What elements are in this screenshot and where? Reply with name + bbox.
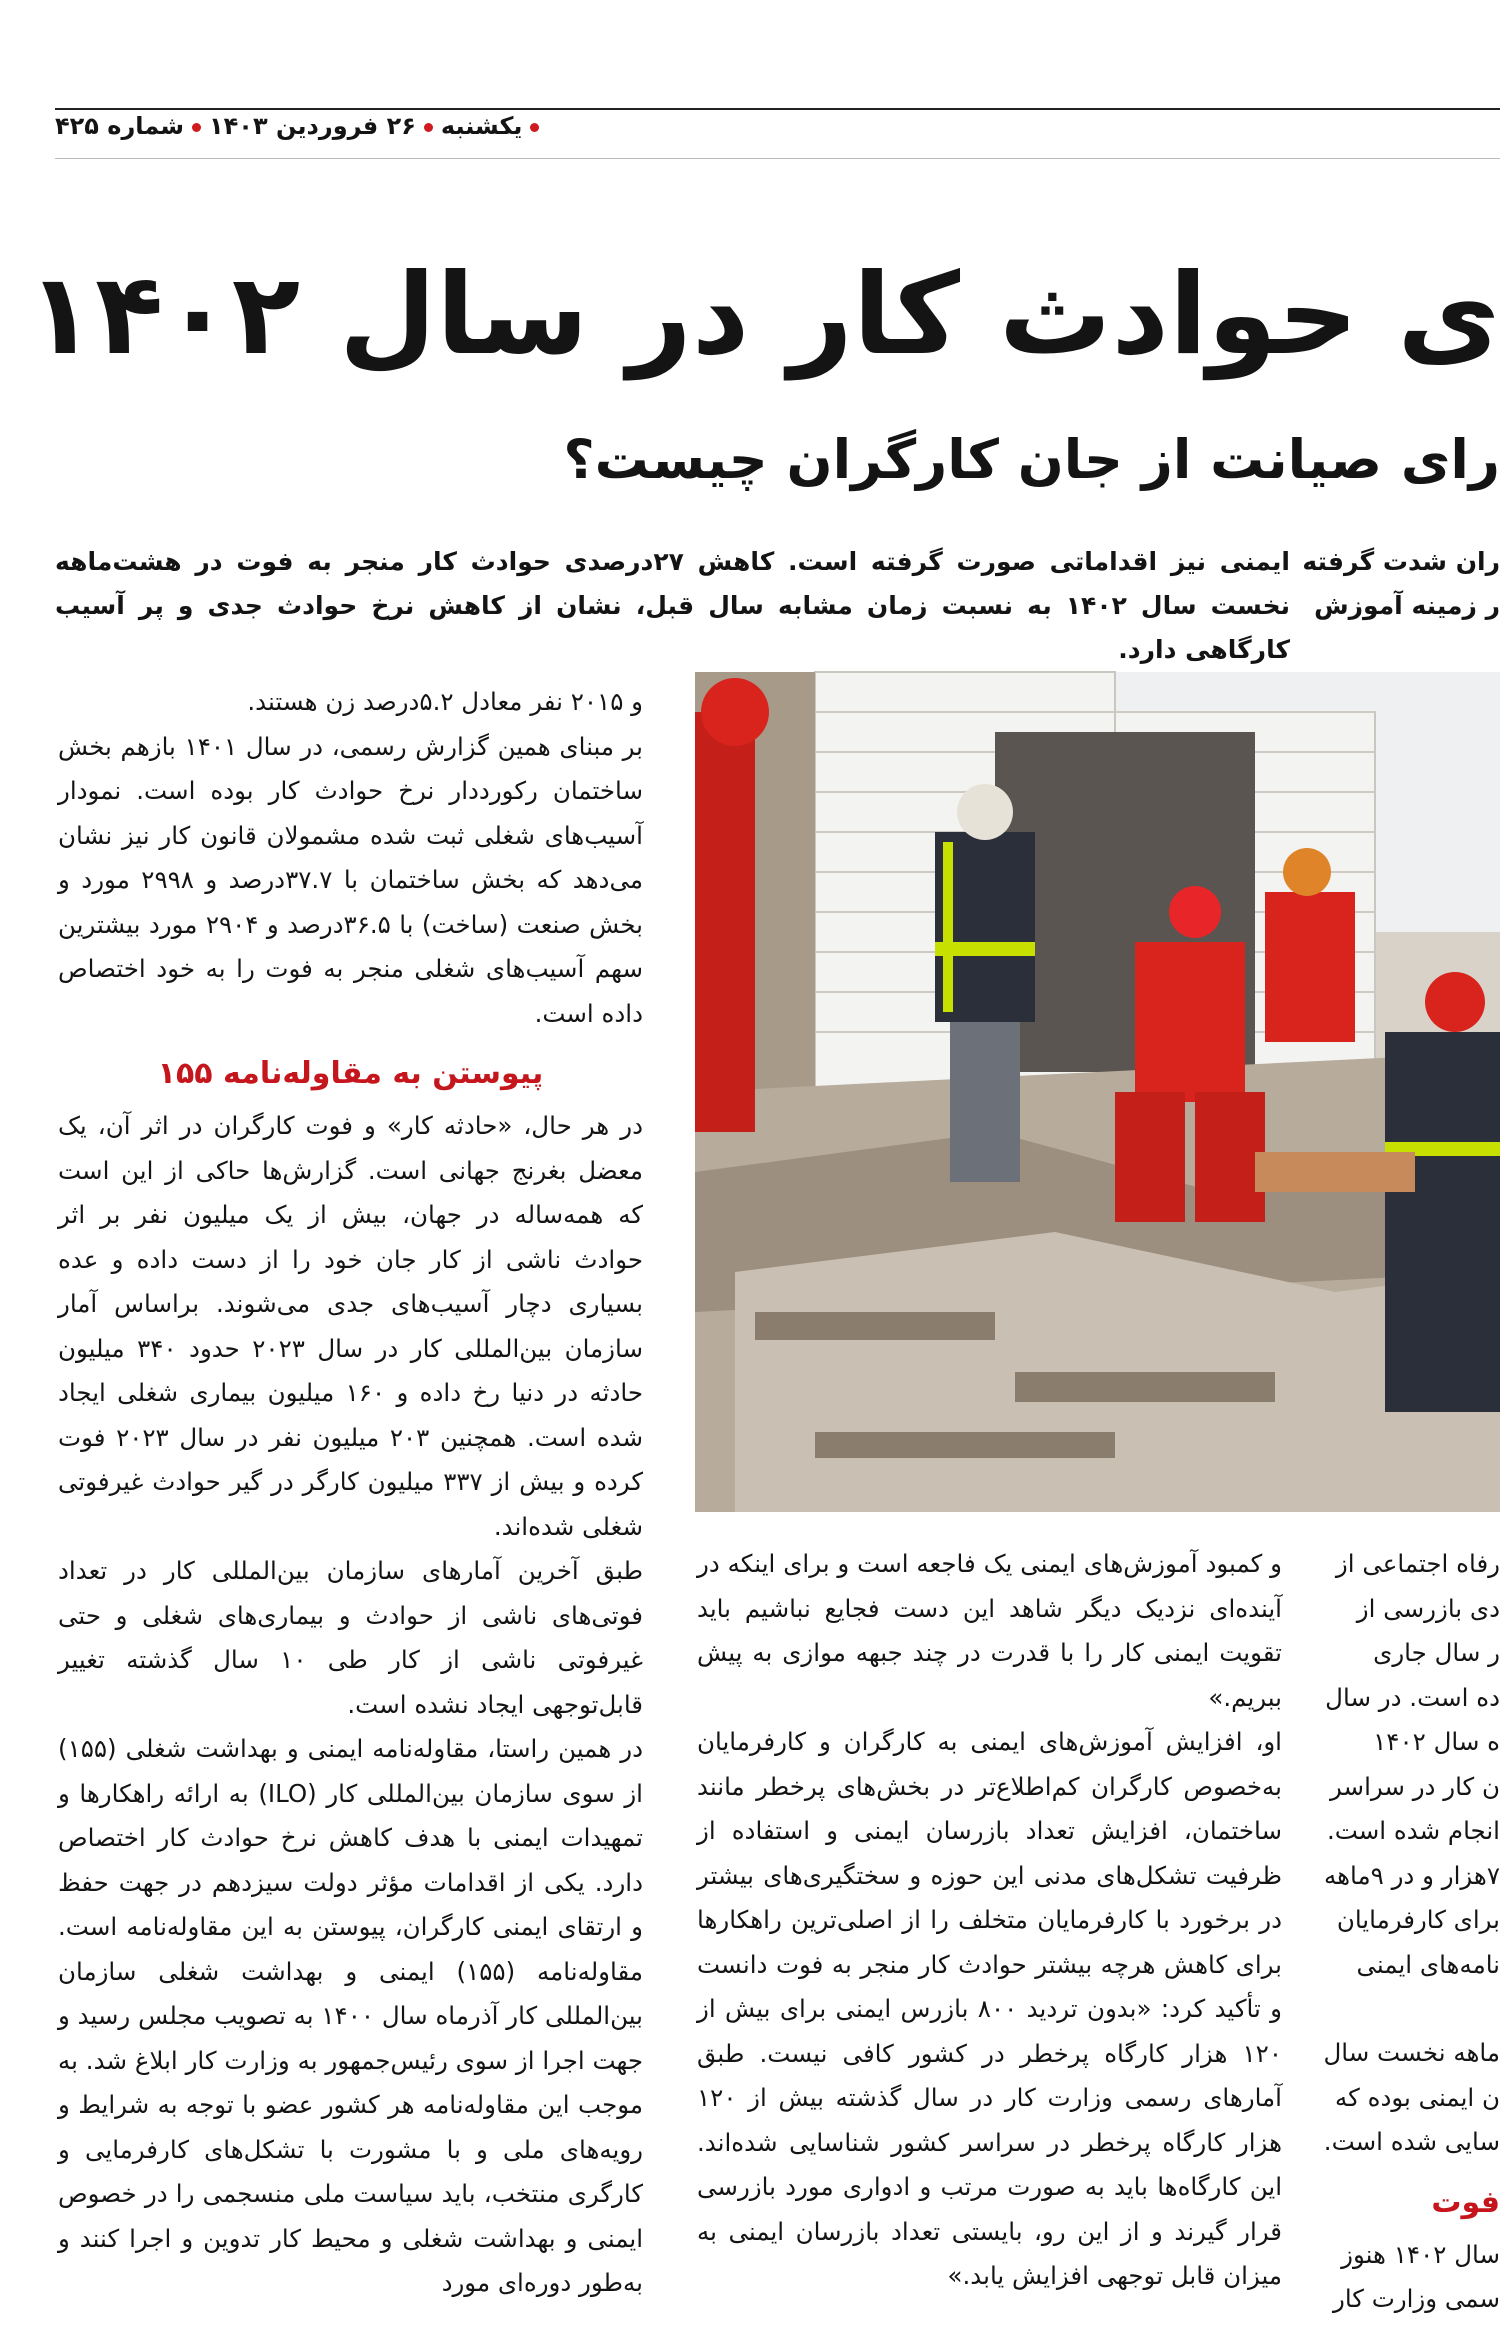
spacer — [1332, 1987, 1500, 2031]
subheadline: رای صیانت از جان کارگران چیست؟ — [563, 428, 1500, 491]
line: سمی وزارت کار — [1332, 2284, 1500, 2313]
header-rule — [55, 108, 1500, 110]
dateline-date: ۲۶ فروردین ۱۴۰۳ — [209, 112, 416, 140]
section-title: فوت — [1431, 2184, 1500, 2220]
paragraph: طبق آخرین آمارهای سازمان بین‌المللی کار در تعداد فوتی‌های ناشی از حوادث و بیماری‌های شغلی و حتی غیرفوتی ناشی از کار طی ۱۰ سال گذشته تغییر قابل‌توجهی ایجاد نشده است. — [58, 1556, 643, 1719]
paragraph: در همین راستا، مقاوله‌نامه ایمنی و بهداشت شغلی (۱۵۵) از سوی سازمان بین‌المللی کار (ILO) به ارائه راهکارها و تمهیدات ایمنی با هدف کاهش نرخ حوادث کار اختصاص دارد. یکی از اقدامات مؤثر دولت سیزدهم در جهت حفظ و ارتقای ایمنی کارگران، پیوستن به این مقاوله‌نامه است. مقاوله‌نامه (۱۵۵) ایمنی و بهداشت شغلی سازمان بین‌المللی کار آذرماه سال ۱۴۰۰ به تصویب مجلس رسید و جهت اجرا از سوی رئیس‌جمهور به وزارت کار ابلاغ شد. به موجب این مقاوله‌نامه هر کشور عضو با توجه به شرایط و رویه‌های ملی و با مشورت با تشکل‌های کارفرمایی و کارگری منتخب، باید سیاست ملی منسجمی را در خصوص ایمنی و بهداشت شغلی و محیط کار تدوین و اجرا کنند و به‌طور دوره‌ای مورد — [58, 1734, 643, 2297]
line: سایی شده است. — [1323, 2127, 1500, 2156]
lead-cut-line: ران شدت گرفته — [1302, 547, 1500, 576]
line: ده است. در سال — [1325, 1682, 1500, 1712]
paragraph: بر مبنای همین گزارش رسمی، در سال ۱۴۰۱ بازهم بخش ساختمان رکورددار نرخ حوادث کار بوده است. نمودار آسیب‌های شغلی ثبت شده مشمولان قانون کار نیز نشان می‌دهد که بخش ساختمان با ۳۷.۷درصد و ۲۹۹۸ مورد و بخش صنعت (ساخت) با ۳۶.۵درصد و ۲۹۰۴ مورد بیشترین سهم آسیب‌های شغلی منجر به فوت را به خود اختصاص داده است. — [58, 731, 644, 1028]
section-title: پیوستن به مقاوله‌نامه ۱۵۵ — [157, 1056, 544, 1091]
paragraph: و ۲۰۱۵ نفر معادل ۵.۲درصد زن هستند. — [247, 687, 643, 716]
headline: ی حوادث کار در سال ۱۴۰۲ — [26, 250, 1500, 380]
line: انجام شده است. — [1326, 1816, 1500, 1845]
line: دی بازرسی از — [1356, 1593, 1500, 1623]
line: سال ۱۴۰۲ هنوز — [1341, 2239, 1500, 2269]
line: نامه‌های ایمنی — [1356, 1949, 1500, 1979]
paragraph: او، افزایش آموزش‌های ایمنی به کارگران و کارفرمایان به‌خصوص کارگران کم‌اطلاع‌تر در بخش‌های پرخطر مانند ساختمان، افزایش تعداد بازرسان ایمنی و استفاده از ظرفیت تشکل‌های مدنی این حوزه و سختگیری‌های بیشتر در برخورد با کارفرمایان متخلف را از اصلی‌ترین راهکارها برای کاهش هرچه بیشتر حوادث کار منجر به فوت دانست و تأکید کرد: «بدون تردید ۸۰۰ بازرس ایمنی برای بیش از ۱۲۰ هزار کارگاه پرخطر در کشور کافی نیست. طبق آمارهای رسمی وزارت کار در سال گذشته بیش از ۱۲۰ هزار کارگاه پرخطر در سراسر کشور شناسایی شده‌اند. این کارگاه‌ها باید به صورت مرتب و ادواری مورد بازرسی قرار گیرند و از این رو، بایستی تعداد بازرسان ایمنی به میزان قابل توجهی افزایش یابد.» — [697, 1727, 1282, 2290]
line: ن کار در سراسر — [1330, 1771, 1500, 1801]
bullet-dot-icon — [530, 123, 539, 132]
bullet-dot-icon — [192, 123, 201, 132]
left-column — [58, 680, 643, 2306]
line: ۷هزار و در ۹ماهه — [1323, 1860, 1500, 1890]
header-divider — [55, 158, 1500, 159]
line: رفاه اجتماعی از — [1335, 1549, 1500, 1578]
line: ماهه نخست سال — [1323, 2038, 1500, 2067]
middle-column — [697, 1542, 1282, 2299]
rescue-scene-photo — [695, 672, 1500, 1512]
line: ه سال ۱۴۰۲ — [1373, 1727, 1500, 1756]
dateline-day: یکشنبه — [440, 112, 523, 140]
right-column — [1323, 1542, 1500, 2322]
rescue-scene-photo-icon — [695, 672, 1500, 1512]
line: ن ایمنی بوده که — [1335, 2082, 1500, 2112]
dateline — [55, 112, 547, 140]
lead-cut-line: ر زمینه آموزش — [1314, 591, 1500, 620]
line: برای کارفرمایان — [1336, 1905, 1500, 1934]
line: ر سال جاری — [1373, 1638, 1500, 1667]
lead-cut-column — [1302, 540, 1500, 628]
paragraph: در هر حال، «حادثه کار» و فوت کارگران در اثر آن، یک معضل بغرنج جهانی است. گزارش‌ها حاکی از این است که همه‌ساله در جهان، بیش از یک میلیون نفر بر اثر حوادث ناشی از کار جان خود را از دست داده و عده بسیاری دچار آسیب‌های جدی می‌شوند. براساس آمار سازمان بین‌المللی کار در سال ۲۰۲۳ حدود ۳۴۰ میلیون حادثه در دنیا رخ داده و ۱۶۰ میلیون بیماری شغلی ایجاد شده است. همچنین ۲۰۳ میلیون نفر در سال ۲۰۲۳ فوت کرده و بیش از ۳۳۷ میلیون کارگر در گیر حوادث غیرفوتی شغلی شده‌اند. — [58, 1111, 643, 1541]
paragraph: و کمبود آموزش‌های ایمنی یک فاجعه است و برای اینکه در آینده‌ای نزدیک دیگر شاهد این دست فجایع نباشیم باید تقویت ایمنی کار را با قدرت در چند جبهه موازی به پیش ببریم.» — [697, 1549, 1282, 1712]
lead-paragraph: ایمنی نیز اقداماتی صورت گرفته است. کاهش ۲۷درصدی حوادث کار منجر به فوت در هشت‌ماهه نخست سال ۱۴۰۲ به نسبت زمان مشابه سال قبل، نشان از کاهش نرخ حوادث جدی و پر آسیب کارگاهی دارد. — [55, 547, 1290, 664]
bullet-dot-icon — [424, 123, 433, 132]
dateline-issue: شماره ۴۲۵ — [55, 112, 184, 140]
